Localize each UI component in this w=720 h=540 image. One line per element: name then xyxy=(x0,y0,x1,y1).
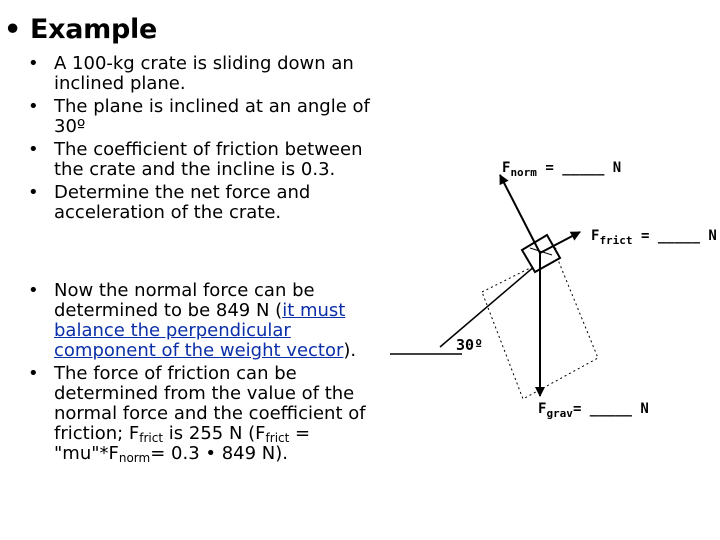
slide-title xyxy=(4,14,158,45)
bullet-dot: • xyxy=(4,14,21,45)
fnorm-label: $F_{norm}$ = _____ N xyxy=(502,160,622,179)
bullet-dot: • xyxy=(28,280,39,301)
bullet-dot: • xyxy=(28,363,39,384)
bullet-normal-force: • Now the normal force can be determined to be 849 N (it must balance the perpendicular component of the weight vector). xyxy=(28,280,357,361)
bullet-dot: • xyxy=(28,96,39,117)
free-body-diagram xyxy=(380,140,720,450)
normal-force-arrow xyxy=(500,175,540,253)
bullet-item: • Determine the net force and acceleration of the crate. xyxy=(28,182,311,223)
bullet-item: • A 100-kg crate is sliding down an inclined plane. xyxy=(28,53,354,94)
bullet-item: • The coefficient of friction between the crate and the incline is 0.3. xyxy=(28,139,363,180)
solution-bullets xyxy=(28,280,394,467)
bullet-dot: • xyxy=(28,53,39,74)
bullet-dot: • xyxy=(28,182,39,203)
perpendicular-component-link[interactable]: it must balance the perpendicular component of the weight vector xyxy=(54,300,346,361)
title-text: Example xyxy=(30,14,158,45)
fgrav-label: $F_{grav}=$ _____ N xyxy=(538,401,649,420)
bullet-item: • The plane is inclined at an angle of 30º xyxy=(28,96,370,137)
bullet-friction-force: • The force of friction can be determined from the value of the normal force and the coefficient of friction; $F_{frict}$ is 255 N ($F_{frict}$ = "$mu"*F_{norm}= 0.3$ • 849 N). xyxy=(28,363,366,465)
angle-label: 30º xyxy=(456,336,484,354)
ffrict-label: $F_{frict}$ = _____ N xyxy=(591,228,717,247)
problem-bullets xyxy=(28,53,394,226)
bullet-dot: • xyxy=(28,139,39,160)
